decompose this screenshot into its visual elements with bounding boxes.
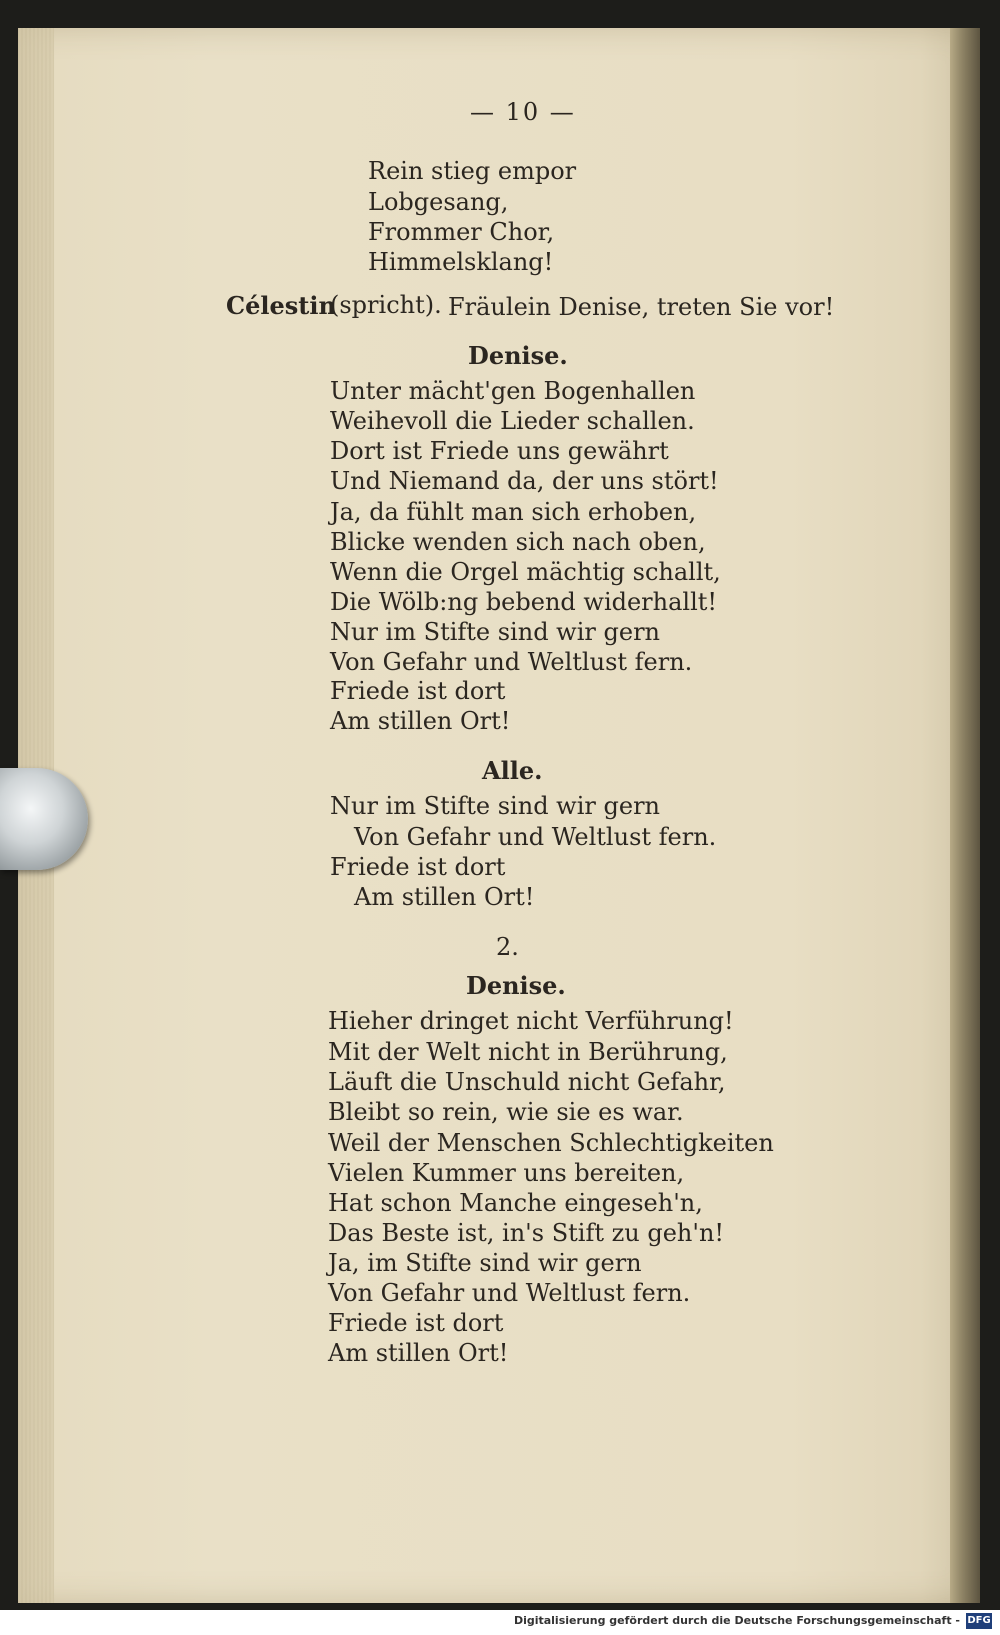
verse-line: Himmelsklang! — [368, 248, 554, 276]
verse-line: Am stillen Ort! — [328, 1339, 509, 1367]
verse-line: Unter mächt'gen Bogenhallen — [330, 377, 696, 405]
section-heading: Denise. — [466, 971, 566, 1000]
verse-line: Lobgesang, — [368, 188, 509, 216]
verse-line: Von Gefahr und Weltlust fern. — [354, 823, 717, 851]
verse-line: Weihevoll die Lieder schallen. — [330, 407, 695, 435]
speaker-name: Célestin — [226, 291, 336, 320]
verse-line: Frommer Chor, — [368, 218, 555, 246]
section-heading: Denise. — [468, 341, 568, 370]
spoken-line: Fräulein Denise, treten Sie vor! — [448, 293, 835, 321]
verse-line: Weil der Menschen Schlechtigkeiten — [328, 1129, 774, 1157]
verse-line: Friede ist dort — [328, 1309, 504, 1337]
verse-line: Ja, im Stifte sind wir gern — [328, 1249, 642, 1277]
verse-line: Die Wölb:ng bebend widerhallt! — [330, 588, 718, 616]
verse-line: Dort ist Friede uns gewährt — [330, 437, 669, 465]
verse-line: Am stillen Ort! — [330, 707, 511, 735]
verse-line: Von Gefahr und Weltlust fern. — [328, 1279, 691, 1307]
verse-line: Bleibt so rein, wie sie es war. — [328, 1098, 684, 1126]
dfg-logo: DFG — [966, 1613, 992, 1629]
book-spine — [950, 28, 980, 1603]
verse-line: Ja, da fühlt man sich erhoben, — [330, 498, 697, 526]
verse-line: Läuft die Unschuld nicht Gefahr, — [328, 1068, 726, 1096]
verse-line: Rein stieg empor — [368, 157, 577, 185]
digitization-credit: Digitalisierung gefördert durch die Deutsche Forschungsgemeinschaft - — [513, 1614, 960, 1627]
verse-line: Am stillen Ort! — [354, 883, 535, 911]
section-heading: Alle. — [482, 756, 543, 785]
page-number: — 10 — — [470, 98, 576, 126]
verse-line: Von Gefahr und Weltlust fern. — [330, 648, 693, 676]
stage-direction: (spricht). — [330, 291, 442, 319]
verse-line: Und Niemand da, der uns stört! — [330, 467, 719, 495]
verse-line: Hat schon Manche eingeseh'n, — [328, 1189, 703, 1217]
verse-number: 2. — [496, 933, 519, 961]
verse-line: Hieher dringet nicht Verführung! — [328, 1007, 734, 1035]
verse-line: Nur im Stifte sind wir gern — [330, 618, 660, 646]
verse-line: Nur im Stifte sind wir gern — [330, 792, 660, 820]
verse-line: Blicke wenden sich nach oben, — [330, 528, 706, 556]
verse-line: Mit der Welt nicht in Berührung, — [328, 1038, 728, 1066]
verse-line: Das Beste ist, in's Stift zu geh'n! — [328, 1219, 725, 1247]
verse-line: Vielen Kummer uns bereiten, — [328, 1159, 685, 1187]
verse-line: Friede ist dort — [330, 853, 506, 881]
verse-line: Friede ist dort — [330, 677, 506, 705]
verse-line: Wenn die Orgel mächtig schallt, — [330, 558, 721, 586]
